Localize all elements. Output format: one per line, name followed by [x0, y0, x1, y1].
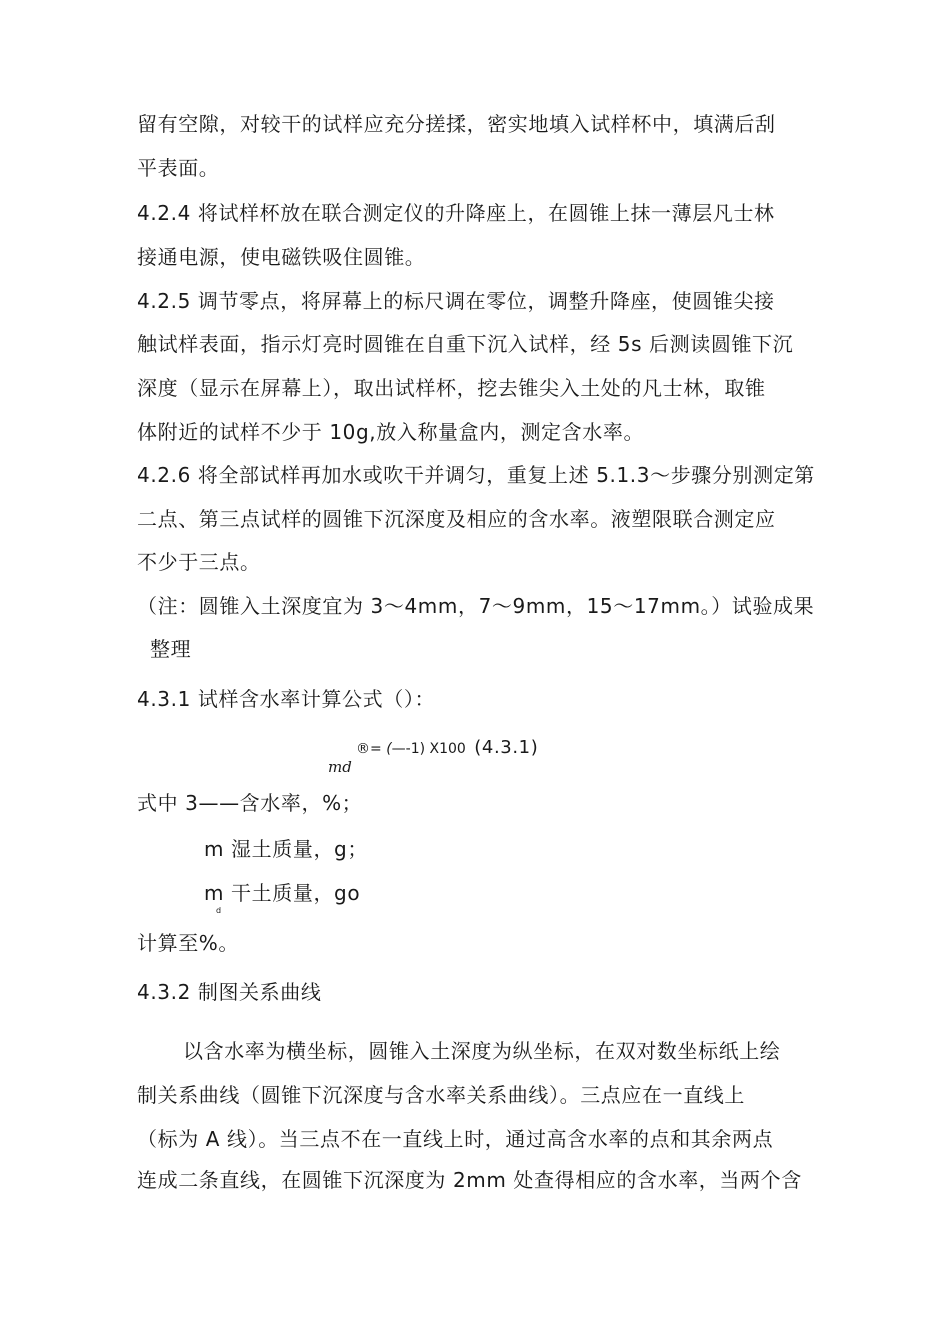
text-line: 触试样表面，指示灯亮时圆锥在自重下沉入试样，经 5s 后测读圆锥下沉 [137, 332, 794, 356]
text-line: 连成二条直线，在圆锥下沉深度为 2mm 处查得相应的含水率，当两个含 [137, 1168, 802, 1192]
text-line: 4.2.5 调节零点，将屏幕上的标尺调在零位，调整升降座，使圆锥尖接 [137, 289, 775, 313]
text-line: 接通电源，使电磁铁吸住圆锥。 [137, 245, 426, 269]
formula-number: (4.3.1) [474, 737, 539, 758]
formula-open: ( [386, 741, 392, 757]
formula-times: X100 [429, 741, 466, 757]
text-line: 制关系曲线（圆锥下沉深度与含水率关系曲线）。三点应在一直线上 [137, 1083, 745, 1107]
text-line: 以含水率为横坐标，圆锥入土深度为纵坐标，在双对数坐标纸上绘 [183, 1039, 781, 1063]
text-line: （标为 A 线）。当三点不在一直线上时，通过高含水率的点和其余两点 [137, 1127, 774, 1151]
text-line: m 湿土质量，g； [204, 837, 368, 861]
text-line: 二点、第三点试样的圆锥下沉深度及相应的含水率。液塑限联合测定应 [137, 507, 776, 531]
text-line: 留有空隙，对较干的试样应充分搓揉，密实地填入试样杯中，填满后刮 [137, 112, 776, 136]
section-heading: 4.3.1 试样含水率计算公式（）： [137, 687, 436, 711]
text-line: 不少于三点。 [137, 550, 261, 574]
section-heading: 4.3.2 制图关系曲线 [137, 980, 322, 1004]
text-line: 计算至%。 [137, 931, 240, 955]
text-line: 4.2.4 将试样杯放在联合测定仪的升降座上，在圆锥上抹一薄层凡士林 [137, 201, 775, 225]
text-line: 体附近的试样不少于 10g,放入称量盒内，测定含水率。 [137, 420, 645, 444]
formula-lhs: ®= [356, 741, 382, 757]
text-line: 4.2.6 将全部试样再加水或吹干并调匀，重复上述 5.1.3〜步骤分别测定第 [137, 463, 815, 487]
text-line: 式中 3——含水率，%； [137, 791, 363, 815]
subscript-d: d [216, 906, 222, 915]
text-line: 整理 [150, 637, 192, 661]
text-line: 平表面。 [137, 156, 220, 180]
formula [356, 736, 538, 761]
formula-fraction: —-1) [391, 741, 426, 757]
text-line: m 干土质量，go [204, 881, 361, 905]
formula-denominator: md [328, 758, 352, 776]
text-line: 深度（显示在屏幕上），取出试样杯，挖去锥尖入土处的凡士林，取锥 [137, 376, 766, 400]
text-line: （注：圆锥入土深度宜为 3〜4mm，7〜9mm，15〜17mm。）试验成果 [137, 594, 815, 618]
